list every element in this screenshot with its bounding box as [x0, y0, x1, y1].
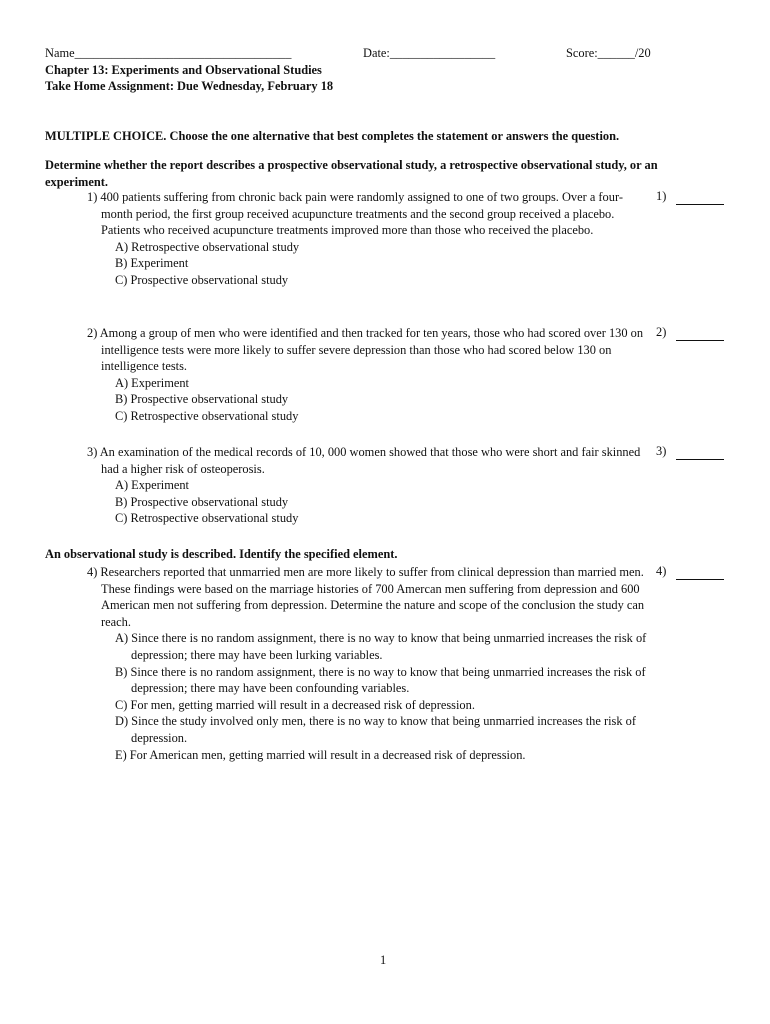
- question-stem: 2) Among a group of men who were identified and then tracked for ten years, those who had scored over 130 on intelligence tests were more likely to suffer severe depression than those who had scored below 130 on intelligence tests.: [87, 326, 644, 374]
- answer-number: 4): [656, 564, 667, 578]
- option: C) Retrospective observational study: [115, 408, 299, 423]
- option: D) Since the study involved only men, there is no way to know that being unmarried increases the risk of depression.: [115, 714, 636, 745]
- option: B) Prospective observational study: [115, 392, 289, 407]
- answer-number: 1): [656, 189, 667, 203]
- assignment-title: Take Home Assignment: Due Wednesday, February 18: [45, 79, 334, 93]
- date-blank: _________________: [389, 46, 496, 60]
- question-1: [87, 189, 647, 289]
- answer-blank[interactable]: [676, 326, 724, 341]
- question-4: [87, 564, 647, 763]
- option: C) For men, getting married will result in a decreased risk of depression.: [115, 697, 475, 712]
- option: B) Prospective observational study: [115, 494, 289, 509]
- option: A) Retrospective observational study: [115, 239, 300, 254]
- score-total: /20: [634, 46, 651, 60]
- option: B) Experiment: [115, 256, 189, 271]
- question-stem: 1) 400 patients suffering from chronic back pain were randomly assigned to one of two groups. Over a four- month period, the first group received acupuncture treatments and the second group received a placebo. Patients who received acupuncture treatments improved more than those who received the placebo.: [87, 190, 623, 238]
- options-list: [115, 239, 647, 289]
- question-stem: 3) An examination of the medical records of 10, 000 women showed that those who were short and fair skinned had a higher risk of osteoperosis.: [87, 445, 641, 476]
- options-list: [115, 630, 647, 763]
- answer-blank[interactable]: [676, 445, 724, 460]
- page-number: 1: [380, 953, 387, 967]
- option: A) Experiment: [115, 375, 189, 390]
- name-field: [45, 46, 291, 61]
- score-blank: ______: [597, 46, 635, 60]
- score-label: Score:: [566, 46, 598, 60]
- option: B) Since there is no random assignment, there is no way to know that being unmarried increases the risk of depression; there may have been confounding variables.: [115, 664, 646, 696]
- section2-directions: An observational study is described. Identify the specified element.: [45, 547, 398, 561]
- options-list: [115, 477, 647, 527]
- option: C) Prospective observational study: [115, 272, 289, 287]
- question-stem: 4) Researchers reported that unmarried men are more likely to suffer from clinical depression than married men. These findings were based on the marriage histories of 700 Amercan men suffering from depression and 600 American men not suffering from depression. Determine the nature and scope of the conclusion the study can reach.: [87, 565, 645, 629]
- option: C) Retrospective observational study: [115, 511, 299, 526]
- instructions: MULTIPLE CHOICE. Choose the one alternative that best completes the statement or answers the question.: [45, 129, 620, 143]
- name-label: Name: [45, 46, 75, 60]
- answer-blank[interactable]: [676, 190, 724, 205]
- answer-blank[interactable]: [676, 565, 724, 580]
- answer-number: 3): [656, 444, 667, 458]
- options-list: [115, 375, 647, 425]
- chapter-title: Chapter 13: Experiments and Observational Studies: [45, 63, 322, 77]
- option: A) Experiment: [115, 478, 189, 493]
- date-label: Date:: [363, 46, 390, 60]
- option: A) Since there is no random assignment, there is no way to know that being unmarried increases the risk of depression; there may have been lurking variables.: [115, 631, 647, 662]
- score-field: [566, 46, 651, 61]
- section1-directions: Determine whether the report describes a prospective observational study, a retrospective observational study, or an experiment.: [45, 158, 658, 189]
- question-3: [87, 444, 647, 527]
- name-blank: ___________________________________: [74, 46, 292, 60]
- date-field: [363, 46, 495, 61]
- answer-number: 2): [656, 325, 667, 339]
- option: E) For American men, getting married will result in a decreased risk of depression.: [115, 747, 526, 762]
- question-2: [87, 325, 647, 425]
